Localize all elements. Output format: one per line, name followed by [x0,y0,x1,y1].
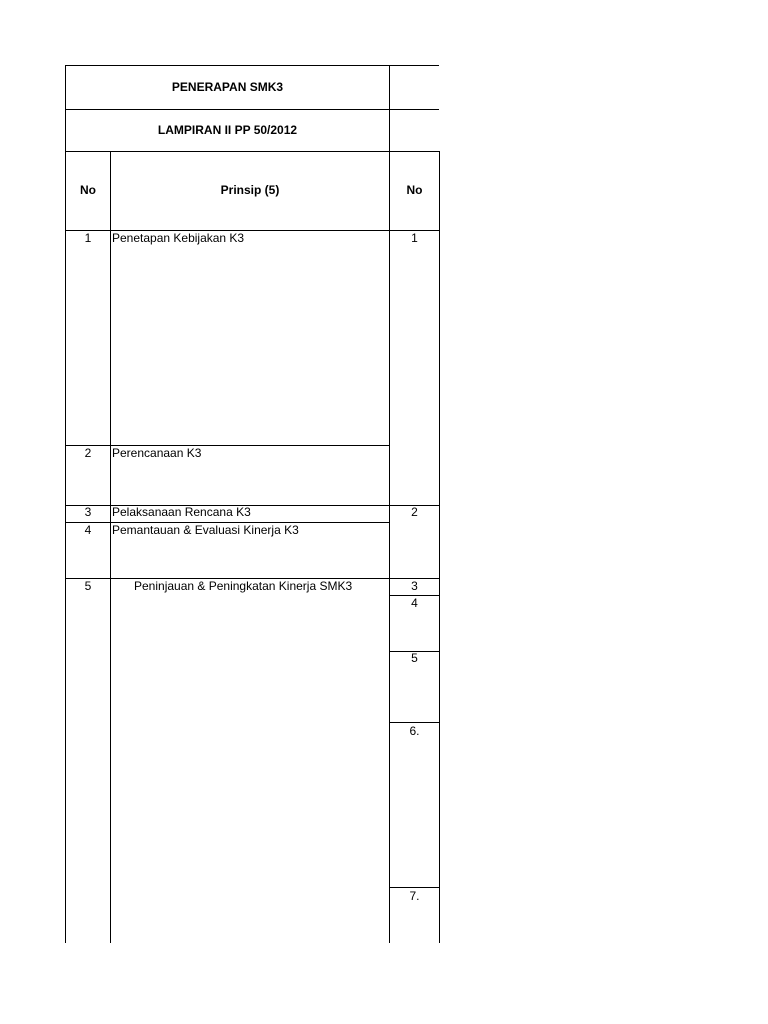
principle-label: Penetapan Kebijakan K3 [112,231,245,245]
grid-line [110,151,111,943]
element-number: 7. [409,889,420,903]
grid-line [65,151,439,152]
principle-label: Perencanaan K3 [112,446,202,460]
principle-label: Peninjauan & Peningkatan Kinerja SMK3 [134,579,353,593]
principle-label: Pemantauan & Evaluasi Kinerja K3 [112,523,299,537]
grid-line [439,151,440,943]
element-number: 4 [411,596,418,610]
element-number: 1 [411,231,418,245]
element-number: 6. [409,724,420,738]
column-header-no: No [80,183,96,197]
element-number: 3 [411,579,418,593]
grid-line [389,722,439,723]
principle-label: Pelaksanaan Rencana K3 [112,505,251,519]
element-number: 2 [411,505,418,519]
document-title: PENERAPAN SMK3 [171,80,284,94]
column-header-principle: Prinsip (5) [220,183,280,197]
principle-number: 5 [84,579,92,593]
principle-number: 2 [84,446,92,460]
grid-line [65,65,439,66]
element-number: 5 [411,651,418,665]
principle-number: 4 [84,523,92,537]
column-header-no-right: No [406,183,423,197]
grid-line [65,109,439,110]
grid-line [389,887,439,888]
principle-number: 1 [84,231,92,245]
principle-number: 3 [84,505,92,519]
document-subtitle: LAMPIRAN II PP 50/2012 [157,123,298,137]
